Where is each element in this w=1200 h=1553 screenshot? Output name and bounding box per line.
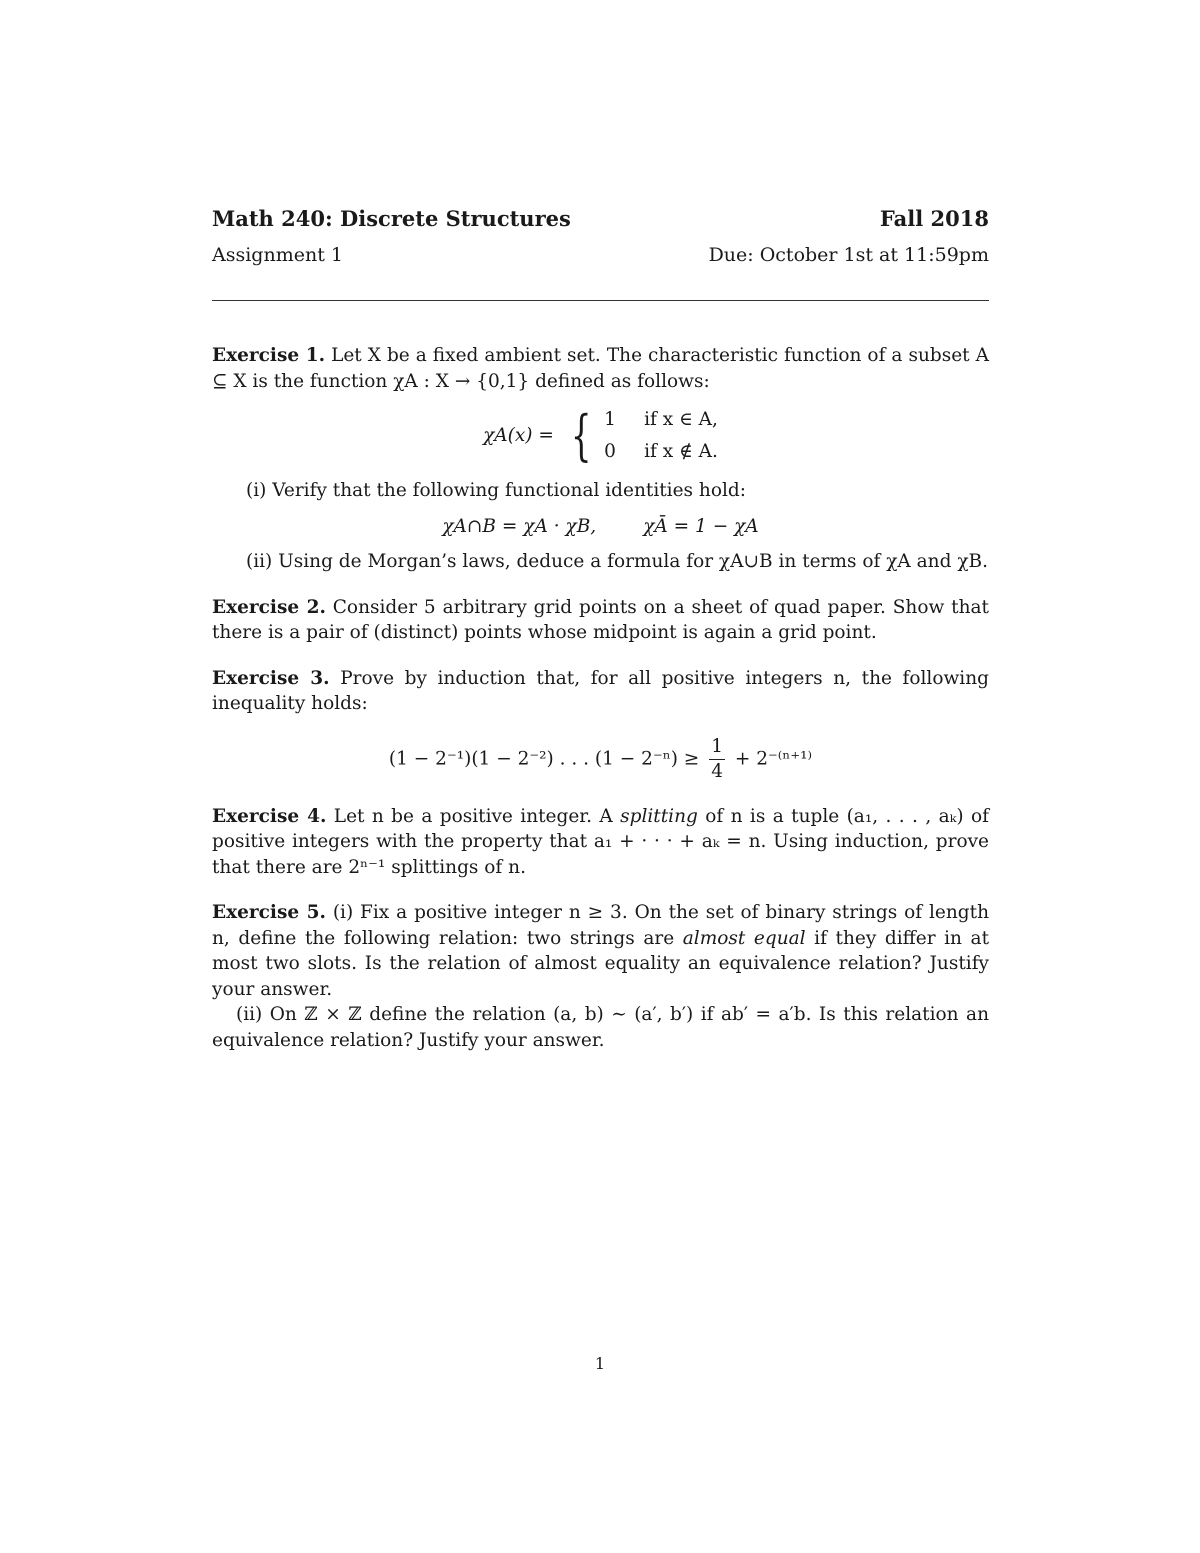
- case2-cond: if x ∉ A.: [644, 441, 718, 462]
- inequality-right: + 2⁻⁽ⁿ⁺¹⁾: [734, 748, 813, 769]
- exercise-5-text-a: (i) Fix a positive integer n ≥ 3. On the set of binary strings of length n, define the following relation: two strings are: [212, 902, 989, 949]
- cases-block: [560, 404, 718, 468]
- case-lines: [604, 404, 718, 468]
- exercise-5-label: Exercise 5.: [212, 902, 326, 923]
- exercise-2: [212, 595, 989, 646]
- exercise-5-emphasis: almost equal: [682, 927, 806, 949]
- exercise-4: [212, 804, 989, 881]
- characteristic-function-display: [212, 404, 989, 468]
- left-brace-icon: {: [570, 404, 592, 467]
- exercise-1-part-2: (ii) Using de Morgan’s laws, deduce a formula for χA∪B in terms of χA and χB.: [246, 551, 989, 572]
- header-sub-row: [212, 244, 989, 274]
- case1-cond: if x ∈ A,: [644, 409, 718, 430]
- exercise-3-text: Prove by induction that, for all positive integers n, the following inequality holds:: [212, 667, 989, 714]
- exercise-1: [212, 343, 989, 575]
- case1-value: 1: [604, 409, 616, 430]
- exercise-1-part-1: (i) Verify that the following functional identities hold:: [246, 480, 746, 501]
- case2-value: 0: [604, 441, 616, 462]
- exercise-1-intro: Let X be a fixed ambient set. The characteristic function of a subset A ⊆ X is the function χA : X → {0,1} defined as follows:: [212, 345, 989, 392]
- identities-display: χA∩B = χA · χB, χĀ = 1 − χA: [442, 515, 759, 537]
- inequality-left: (1 − 2⁻¹)(1 − 2⁻²) . . . (1 − 2⁻ⁿ) ≥: [388, 748, 700, 769]
- assignment-title: Assignment 1: [212, 244, 343, 266]
- fraction-numerator: 1: [709, 735, 725, 760]
- course-title: Math 240: Discrete Structures: [212, 206, 571, 231]
- exercise-2-label: Exercise 2.: [212, 596, 326, 618]
- exercise-3: [212, 666, 989, 784]
- exercise-1-label: Exercise 1.: [212, 345, 326, 366]
- exercise-4-emphasis: splitting: [620, 805, 698, 827]
- fraction-one-quarter: [709, 735, 725, 784]
- exercise-5-part-2: (ii) On ℤ × ℤ define the relation (a, b) ∼ (a′, b′) if ab′ = a′b. Is this relation an equivalence relation? Justify your answer.: [212, 1004, 989, 1051]
- fraction-denominator: 4: [711, 760, 723, 782]
- exercise-5-text-b: if they differ in at most two slots. Is the relation of almost equality an equivalence relation? Justify your answer.: [212, 927, 990, 1000]
- header-top-row: [212, 206, 989, 240]
- due-date: Due: October 1st at 11:59pm: [708, 244, 989, 266]
- exercise-4-text-a: Let n be a positive integer. A: [333, 805, 613, 827]
- exercise-4-label: Exercise 4.: [212, 805, 327, 827]
- page-number: 1: [594, 1354, 606, 1373]
- exercise-5: [212, 900, 989, 1053]
- exercise-3-label: Exercise 3.: [212, 667, 330, 689]
- exercise-4-text-b: of n is a tuple (a₁, . . . , aₖ) of positive integers with the property that a₁ + · · · + aₖ = n. Using induction, prove that there are 2ⁿ⁻¹ splittings of n.: [212, 805, 989, 878]
- exercise-2-text: Consider 5 arbitrary grid points on a sheet of quad paper. Show that there is a pair of (distinct) points whose midpoint is again a grid point.: [212, 596, 989, 643]
- document-page: [212, 206, 989, 1053]
- chi-lhs: χA(x) =: [483, 425, 554, 446]
- term: Fall 2018: [879, 206, 989, 231]
- inequality-display: [212, 735, 989, 784]
